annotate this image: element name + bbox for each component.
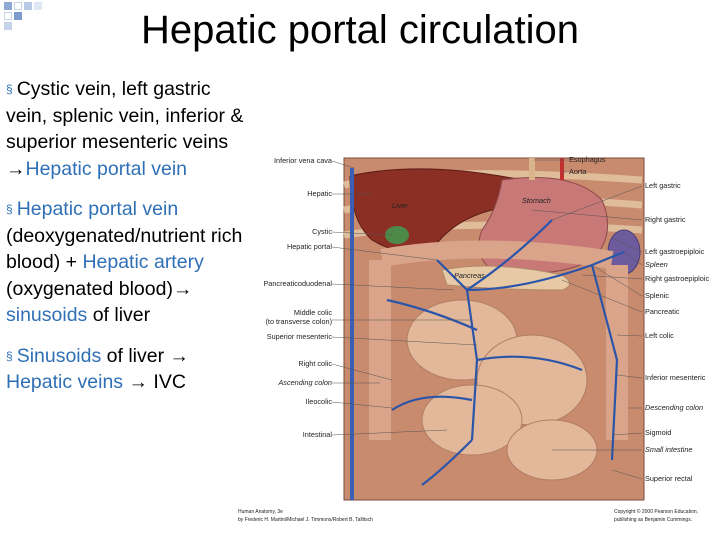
label-ileocolic: Ileocolic xyxy=(305,397,332,406)
label-ascending-colon: Ascending colon xyxy=(278,378,332,387)
label-hepatic-portal: Hepatic portal xyxy=(286,242,332,251)
label-cystic: Cystic xyxy=(312,227,332,236)
label-spleen: Spleen xyxy=(645,260,668,269)
bullet-item xyxy=(6,343,246,396)
bullet-text-run: → xyxy=(128,371,148,393)
label-right-gastric: Right gastric xyxy=(645,215,686,224)
caption-right-line2: publishing as Benjamin Cummings. xyxy=(614,517,693,523)
label-left-colic: Left colic xyxy=(645,331,674,340)
bullet-text-run: Sinusoids xyxy=(16,344,102,367)
bullet-text-run: Hepatic artery xyxy=(82,251,204,273)
bullet-item xyxy=(6,196,246,329)
anatomy-illustration xyxy=(232,140,720,530)
label-small-intestine: Small intestine xyxy=(645,445,693,454)
label-intestinal: Intestinal xyxy=(302,430,332,439)
label-aorta: Aorta xyxy=(569,167,587,176)
bullet-marker: § xyxy=(6,348,13,363)
bullet-text-run: Hepatic portal vein xyxy=(16,198,179,220)
bullet-text-run: (oxygenated blood) xyxy=(6,277,173,300)
label-hepatic: Hepatic xyxy=(307,189,332,198)
bullet-text-run: of liver xyxy=(87,304,151,326)
label-esophagus: Esophagus xyxy=(569,155,606,164)
label-right-gastroepiploic: Right gastroepiploic xyxy=(645,274,710,283)
caption-left-line2: by Frederic H. Martini/Michael J. Timmons/Robert B. Tallitsch xyxy=(238,517,373,523)
bullet-marker: § xyxy=(6,202,13,216)
pancreas-label: Pancreas xyxy=(454,271,485,280)
corner-decoration xyxy=(0,0,60,36)
bullet-text-run: → xyxy=(6,157,26,180)
label-inferior-mesenteric: Inferior mesenteric xyxy=(645,373,706,382)
bullet-text-run: Hepatic veins xyxy=(6,371,129,393)
label-splenic: Splenic xyxy=(645,291,669,300)
bullet-text-run: (deoxygenated/nutrient rich blood) + xyxy=(6,224,243,273)
label-sigmoid: Sigmoid xyxy=(645,428,672,437)
label-left-gastroepiploic: Left gastroepiploic xyxy=(645,247,705,256)
label-pancreaticoduodenal: Pancreaticoduodenal xyxy=(263,279,332,288)
label-middle-colic-note: (to transverse colon) xyxy=(265,317,332,326)
label-right-colic: Right colic xyxy=(298,359,332,368)
bullet-marker: § xyxy=(6,82,13,96)
label-descending-colon: Descending colon xyxy=(645,403,704,412)
bullet-item xyxy=(6,76,246,182)
bullet-text-run: → xyxy=(169,344,190,367)
bullet-text-run: sinusoids xyxy=(6,304,88,326)
bullet-text-run: IVC xyxy=(147,371,186,393)
label-inferior-vena-cava: Inferior vena cava xyxy=(273,156,332,165)
slide-title: Hepatic portal circulation xyxy=(141,8,579,52)
liver-label: Liver xyxy=(392,201,408,210)
label-superior-mesenteric: Superior mesenteric xyxy=(266,332,332,341)
label-pancreatic: Pancreatic xyxy=(645,307,680,316)
transverse-colon xyxy=(382,249,612,260)
bullet-text-run: → xyxy=(172,277,193,300)
bullet-text-run: Cystic vein, left gastric vein, splenic vein, inferior & superior mesenteric veins xyxy=(6,78,244,153)
caption-right-line1: Copyright © 2000 Pearson Education, xyxy=(614,509,699,515)
bullet-text-run: of liver xyxy=(101,344,170,367)
bullet-text-run: Hepatic portal vein xyxy=(25,157,188,180)
stomach-label: Stomach xyxy=(522,196,551,205)
label-superior-rectal: Superior rectal xyxy=(645,474,693,483)
label-left-gastric: Left gastric xyxy=(645,181,681,190)
caption-left-line1: Human Anatomy, 3e xyxy=(238,509,283,515)
label-middle-colic: Middle colic xyxy=(293,308,332,317)
bullet-list xyxy=(6,76,246,410)
